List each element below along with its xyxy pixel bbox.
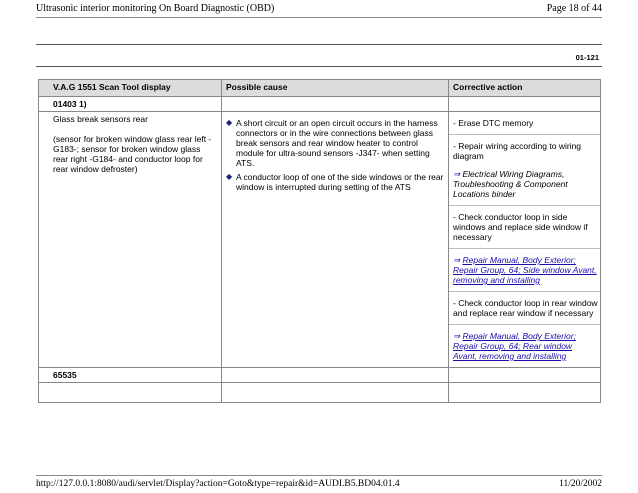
cause-text: A short circuit or an open circuit occurs in the harness connectors or in the wire connections between glass break sensors and rear window heater to control module for ultra-sound sensors -J347- when setting ATS. bbox=[236, 118, 438, 168]
fault-code: 65535 bbox=[39, 368, 222, 383]
empty-cell bbox=[449, 97, 601, 112]
rear-window-link[interactable]: Repair Manual, Body Exterior; Repair Group, 64; Rear window Avant, removing and installing bbox=[453, 331, 576, 361]
display-detail: (sensor for broken window glass rear left -G183-; sensor for broken window glass rear right -G184- and conductor loop for rear window defroster) bbox=[53, 134, 212, 174]
cause-item bbox=[226, 172, 444, 192]
table-row bbox=[39, 383, 601, 403]
empty-cell bbox=[449, 368, 601, 383]
right-arrow-icon: ⇒ bbox=[453, 255, 461, 265]
page-footer bbox=[0, 475, 638, 493]
empty-cell bbox=[449, 383, 601, 403]
empty-cell bbox=[222, 97, 449, 112]
code-row bbox=[39, 368, 601, 383]
cause-text: A conductor loop of one of the side windows or the rear window is interrupted during setting of the ATS bbox=[236, 172, 444, 192]
page-number: Page 18 of 44 bbox=[546, 3, 602, 14]
column-header-action: Corrective action bbox=[449, 80, 601, 97]
document-title: Ultrasonic interior monitoring On Board Diagnostic (OBD) bbox=[36, 3, 275, 14]
action-cell bbox=[449, 112, 601, 368]
diamond-bullet-icon: ◆ bbox=[226, 118, 233, 127]
sub-rule bbox=[36, 66, 602, 67]
table-row bbox=[39, 112, 601, 368]
action-check-side-window: - Check conductor loop in side windows and replace side window if necessary bbox=[449, 206, 600, 249]
cause-item bbox=[226, 118, 444, 168]
action-erase-dtc: - Erase DTC memory bbox=[449, 112, 600, 135]
action-repair-wiring bbox=[449, 135, 600, 206]
page-header bbox=[0, 0, 638, 18]
wiring-diagram-text: Electrical Wiring Diagrams, Troubleshooting & Component Locations binder bbox=[453, 169, 568, 199]
document-id: 01-121 bbox=[575, 53, 599, 62]
footer-date: 11/20/2002 bbox=[559, 479, 602, 489]
cause-cell bbox=[222, 112, 449, 368]
table-header-row bbox=[39, 80, 601, 97]
display-cell bbox=[39, 112, 222, 368]
column-header-display: V.A.G 1551 Scan Tool display bbox=[39, 80, 222, 97]
wiring-diagram-reference bbox=[453, 169, 598, 199]
code-row bbox=[39, 97, 601, 112]
rear-window-reference bbox=[449, 325, 600, 367]
footer-divider bbox=[36, 475, 602, 476]
empty-cell bbox=[222, 383, 449, 403]
action-text: - Repair wiring according to wiring diagram bbox=[453, 141, 582, 161]
display-title: Glass break sensors rear bbox=[53, 114, 148, 124]
footer-url: http://127.0.0.1:8080/audi/servlet/Display?action=Goto&type=repair&id=AUDI.B5.BD04.01.4 bbox=[36, 479, 400, 489]
column-header-cause: Possible cause bbox=[222, 80, 449, 97]
empty-cell bbox=[39, 383, 222, 403]
side-window-link[interactable]: Repair Manual, Body Exterior; Repair Group, 64; Side window Avant, removing and installing bbox=[453, 255, 597, 285]
diamond-bullet-icon: ◆ bbox=[226, 172, 233, 181]
dtc-table bbox=[38, 79, 601, 403]
top-rule bbox=[36, 44, 602, 45]
action-check-rear-window: - Check conductor loop in rear window and replace rear window if necessary bbox=[449, 292, 600, 325]
right-arrow-icon: ⇒ bbox=[453, 169, 461, 179]
header-divider bbox=[36, 17, 602, 18]
empty-cell bbox=[222, 368, 449, 383]
right-arrow-icon: ⇒ bbox=[453, 331, 461, 341]
side-window-reference bbox=[449, 249, 600, 292]
fault-code: 01403 1) bbox=[39, 97, 222, 112]
